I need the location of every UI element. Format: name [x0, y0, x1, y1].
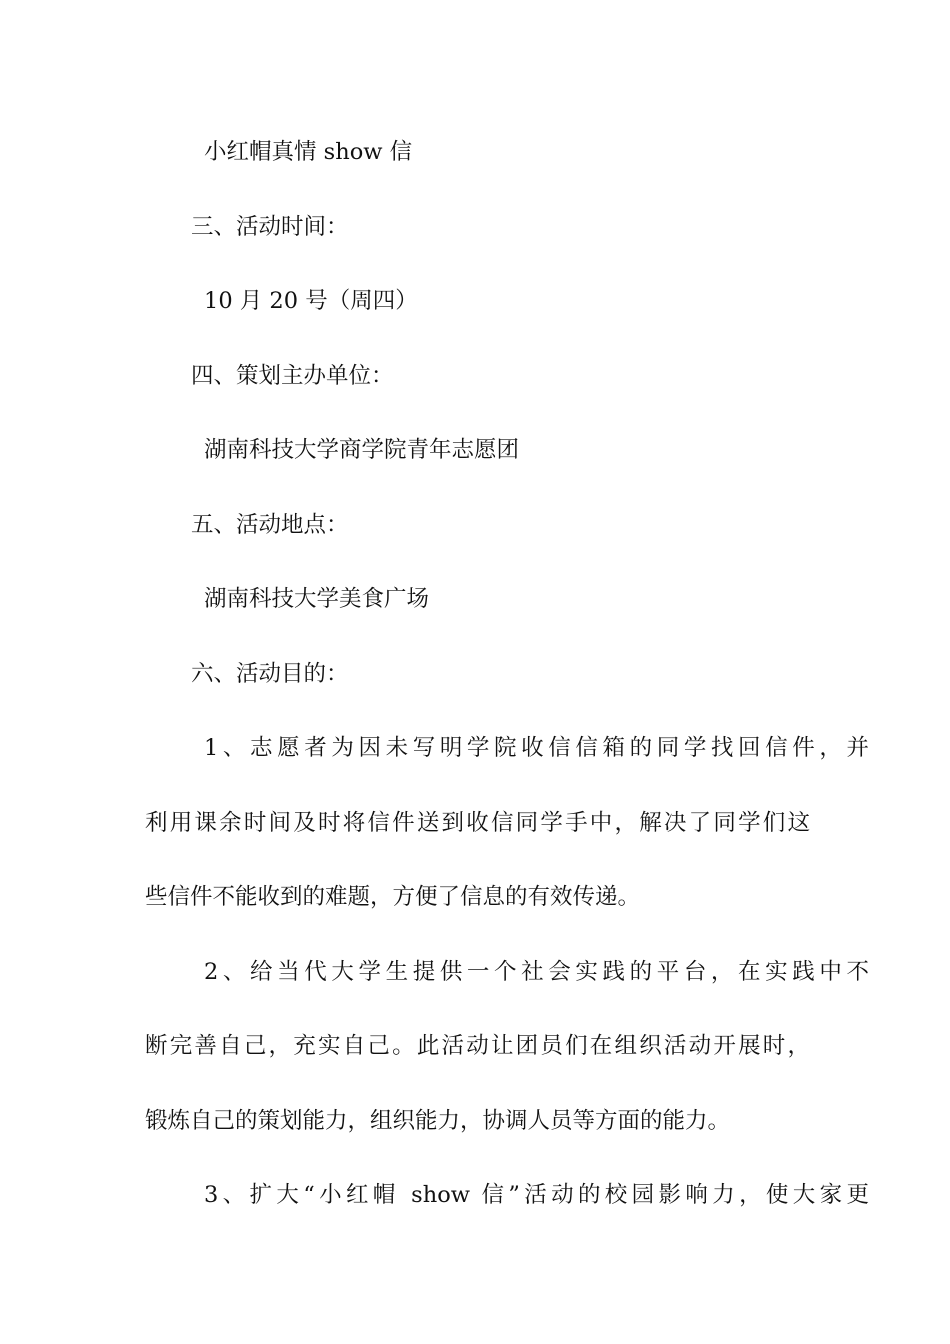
purpose-2-line-3: 锻炼自己的策划能力，组织能力，协调人员等方面的能力。 — [145, 1108, 731, 1134]
purpose-1-line-1: 1、志愿者为因未写明学院收信信箱的同学找回信件，并 — [204, 735, 869, 761]
organizer-line: 湖南科技大学商学院青年志愿团 — [204, 437, 520, 463]
event-time-line: 10 月 20 号（周四） — [204, 288, 418, 314]
event-name-line: 小红帽真情 show 信 — [204, 139, 413, 165]
section-heading-organizer: 四、策划主办单位： — [191, 363, 394, 389]
section-heading-time: 三、活动时间： — [191, 214, 349, 240]
section-heading-purpose: 六、活动目的： — [191, 661, 349, 687]
location-line: 湖南科技大学美食广场 — [204, 586, 430, 612]
section-heading-location: 五、活动地点： — [191, 512, 349, 538]
purpose-2-line-2: 断完善自己，充实自己。此活动让团员们在组织活动开展时， — [145, 1033, 810, 1059]
purpose-2-line-1: 2、给当代大学生提供一个社会实践的平台，在实践中不 — [204, 959, 869, 985]
purpose-1-line-3: 些信件不能收到的难题，方便了信息的有效传递。 — [145, 884, 641, 910]
purpose-3-line-1: 3、扩大“小红帽 show 信”活动的校园影响力，使大家更 — [204, 1182, 869, 1208]
purpose-1-line-2: 利用课余时间及时将信件送到收信同学手中，解决了同学们这 — [145, 810, 810, 836]
